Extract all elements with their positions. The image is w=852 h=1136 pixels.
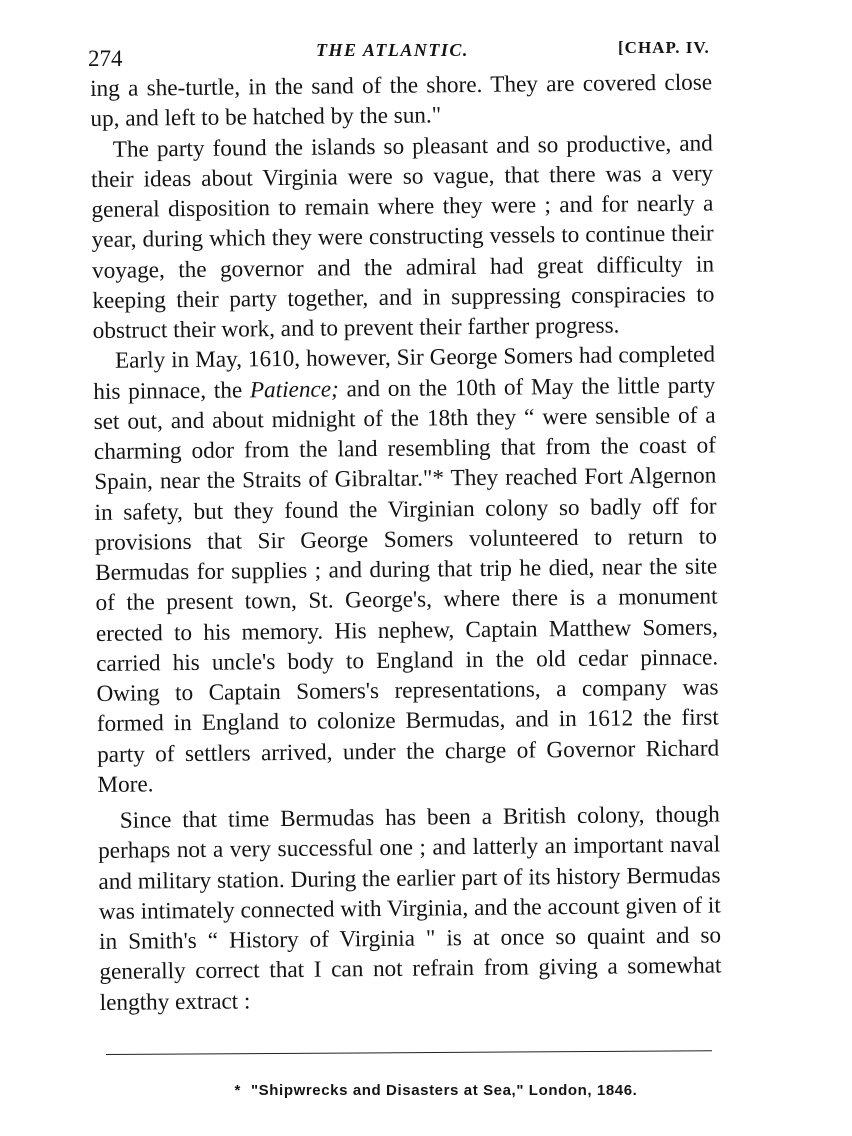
footnote-marker: *	[234, 1082, 241, 1099]
footnote	[0, 1082, 852, 1099]
body-text	[90, 67, 722, 1017]
footnote-text: "Shipwrecks and Disasters at Sea," London, 1846.	[250, 1082, 638, 1099]
chapter-reference: [CHAP. IV.	[618, 38, 710, 57]
paragraph-text-start: Early in May, 1610, however, Sir George Somers had completed his pinnace, the	[93, 341, 716, 405]
running-title: THE ATLANTIC.	[316, 40, 469, 60]
page-number: 274	[88, 46, 123, 71]
paragraph-text-end: and on the 10th of May the little party set out, and about midnight of the 18th they “ were sensible of a charming odor from the land resembling that from the coast of Spain, near the Straits of Gibraltar."* They reached Fort Algernon in safety, but they found the Virginian colony so badly off for provisions that Sir George Somers volunteered to return to Bermudas for supplies ; and during that trip he died, near the site of the present town, St. George's, where there is a monument erected to his memory. His nephew, Captain Matthew Somers, carried his uncle's body to England in the old cedar pinnace. Owing to Captain Somers's representations, a company was formed in England to colonize Bermudas, and in 1612 the first party of settlers arrived, under the charge of Governor Richard More.	[93, 371, 720, 798]
paragraph-british-colony: Since that time Bermudas has been a British colony, though perhaps not a very successful one ; and latterly an important naval and military station. During the earlier part of its history Bermudas was intimately connected with Virginia, and the account given of it in Smith's “ History of Virginia " is at once so quaint and so generally correct that I can not refrain from giving a somewhat lengthy extract :	[98, 801, 722, 1016]
footnote-divider	[106, 1050, 712, 1055]
ship-name-patience: Patience;	[249, 375, 339, 403]
paragraph-somers-voyage	[93, 340, 720, 800]
paragraph-continuation: ing a she-turtle, in the sand of the shore. They are covered close up, and left to be hatched by the sun."	[90, 69, 713, 133]
paragraph-party-islands: The party found the islands so pleasant and so productive, and their ideas about Virginia were so vague, that there was a very general disposition to remain where they were ; and for nearly a year, during which they were constructing vessels to continue their voyage, the governor and the admiral had great difficulty in keeping their party together, and in suppressing conspiracies to obstruct their work, and to prevent their farther progress.	[90, 129, 715, 344]
